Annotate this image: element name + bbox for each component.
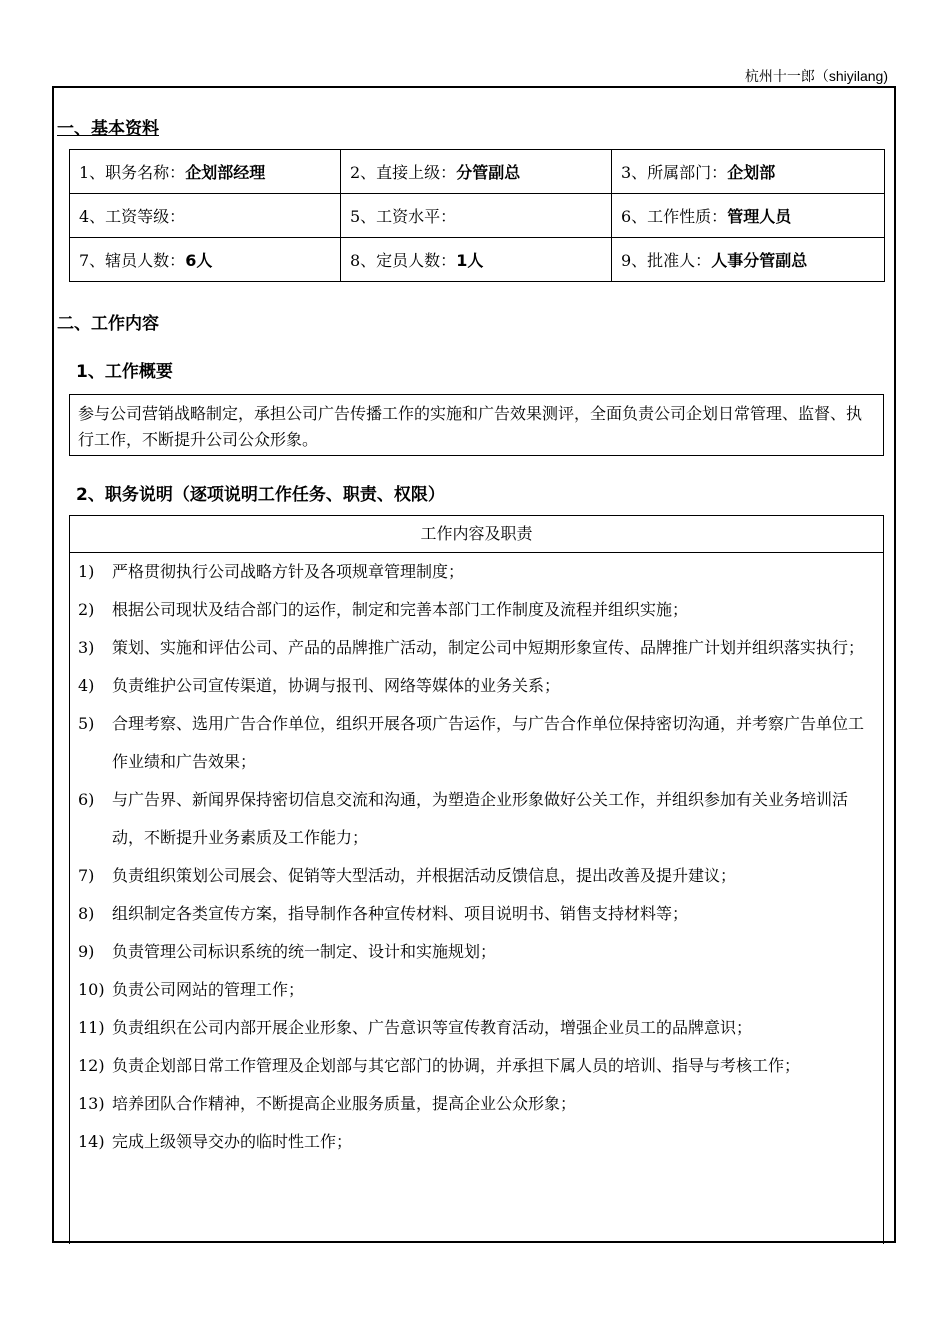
- basic-info-cell: [70, 238, 341, 282]
- field-label: 6、工作性质：: [621, 207, 728, 226]
- basic-info-row: [70, 238, 885, 282]
- duty-text: 组织制定各类宣传方案，指导制作各种宣传材料、项目说明书、销售支持材料等；: [112, 904, 689, 923]
- field-label: 7、辖员人数：: [79, 251, 186, 270]
- field-label: 2、直接上级：: [350, 163, 457, 182]
- summary-box: [69, 394, 884, 456]
- duties-table: [69, 515, 884, 1244]
- duty-item: [70, 667, 883, 705]
- basic-info-cell: [341, 238, 612, 282]
- duty-number: 1): [78, 562, 95, 581]
- basic-info-cell: [612, 150, 885, 194]
- duty-number: 3): [78, 638, 95, 657]
- duty-number: 2): [78, 600, 95, 619]
- duty-text: 负责维护公司宣传渠道，协调与报刊、网络等媒体的业务关系；: [112, 676, 561, 695]
- duty-text: 培养团队合作精神，不断提高企业服务质量，提高企业公众形象；: [112, 1094, 577, 1113]
- duty-number: 10): [78, 980, 105, 999]
- summary-text: 参与公司营销战略制定，承担公司广告传播工作的实施和广告效果测评，全面负责公司企划日常管理、监督、执行工作，不断提升公司公众形象。: [78, 404, 863, 449]
- duty-item: [70, 591, 883, 629]
- duty-number: 13): [78, 1094, 105, 1113]
- basic-info-table: [69, 149, 885, 282]
- basic-info-row: [70, 150, 885, 194]
- duty-text: 负责管理公司标识系统的统一制定、设计和实施规划；: [112, 942, 497, 961]
- basic-info-cell: [612, 194, 885, 238]
- duty-item: [70, 1047, 883, 1085]
- section2-title: 二、工作内容: [57, 314, 159, 334]
- field-label: 5、工资水平：: [350, 207, 457, 226]
- header-note: 杭州十一郎（shiyilang): [744, 68, 888, 84]
- duty-item: [70, 781, 883, 857]
- field-label: 8、定员人数：: [350, 251, 457, 270]
- duty-list: [70, 553, 883, 1161]
- field-label: 4、工资等级：: [79, 207, 186, 226]
- duty-text: 负责组织在公司内部开展企业形象、广告意识等宣传教育活动，增强企业员工的品牌意识；: [112, 1018, 753, 1037]
- basic-info-cell: [70, 194, 341, 238]
- field-value: 1人: [456, 251, 484, 270]
- duty-number: 5): [78, 714, 95, 733]
- duties-header: 工作内容及职责: [70, 516, 883, 553]
- duty-item: [70, 629, 883, 667]
- duty-item: [70, 933, 883, 971]
- field-value: 企划部经理: [185, 163, 266, 182]
- duty-number: 7): [78, 866, 95, 885]
- section1-title: 一、基本资料: [57, 119, 159, 139]
- duty-number: 11): [78, 1018, 105, 1037]
- summary-title: 1、工作概要: [76, 362, 173, 382]
- field-value: 管理人员: [727, 207, 792, 226]
- field-value: 6人: [185, 251, 213, 270]
- field-value: 人事分管副总: [711, 251, 808, 270]
- duty-text: 负责组织策划公司展会、促销等大型活动，并根据活动反馈信息，提出改善及提升建议；: [112, 866, 737, 885]
- duty-text: 合理考察、选用广告合作单位，组织开展各项广告运作，与广告合作单位保持密切沟通，并考察广告单位工作业绩和广告效果；: [112, 714, 865, 771]
- field-value: 分管副总: [456, 163, 521, 182]
- duty-item: [70, 1085, 883, 1123]
- duty-text: 完成上级领导交办的临时性工作；: [112, 1132, 353, 1151]
- duty-number: 4): [78, 676, 95, 695]
- field-label: 3、所属部门：: [621, 163, 728, 182]
- duty-item: [70, 553, 883, 591]
- basic-info-cell: [341, 150, 612, 194]
- duty-item: [70, 895, 883, 933]
- duty-item: [70, 1123, 883, 1161]
- duty-number: 12): [78, 1056, 105, 1075]
- duty-number: 6): [78, 790, 95, 809]
- basic-info-row: [70, 194, 885, 238]
- duty-item: [70, 1009, 883, 1047]
- duty-item: [70, 857, 883, 895]
- duty-number: 8): [78, 904, 95, 923]
- duty-text: 负责公司网站的管理工作；: [112, 980, 305, 999]
- duty-item: [70, 971, 883, 1009]
- basic-info-cell: [70, 150, 341, 194]
- field-label: 1、职务名称：: [79, 163, 186, 182]
- duties-title: 2、职务说明（逐项说明工作任务、职责、权限）: [76, 485, 445, 505]
- field-value: 企划部: [727, 163, 776, 182]
- duty-number: 9): [78, 942, 95, 961]
- document-frame: [52, 86, 896, 1243]
- basic-info-cell: [612, 238, 885, 282]
- duty-text: 根据公司现状及结合部门的运作，制定和完善本部门工作制度及流程并组织实施；: [112, 600, 689, 619]
- duty-text: 与广告界、新闻界保持密切信息交流和沟通，为塑造企业形象做好公关工作，并组织参加有关业务培训活动，不断提升业务素质及工作能力；: [112, 790, 849, 847]
- basic-info-cell: [341, 194, 612, 238]
- duty-text: 策划、实施和评估公司、产品的品牌推广活动，制定公司中短期形象宣传、品牌推广计划并组织落实执行；: [112, 638, 865, 657]
- field-label: 9、批准人：: [621, 251, 712, 270]
- duty-text: 严格贯彻执行公司战略方针及各项规章管理制度；: [112, 562, 465, 581]
- duty-number: 14): [78, 1132, 105, 1151]
- duty-item: [70, 705, 883, 781]
- duty-text: 负责企划部日常工作管理及企划部与其它部门的协调，并承担下属人员的培训、指导与考核工作；: [112, 1056, 801, 1075]
